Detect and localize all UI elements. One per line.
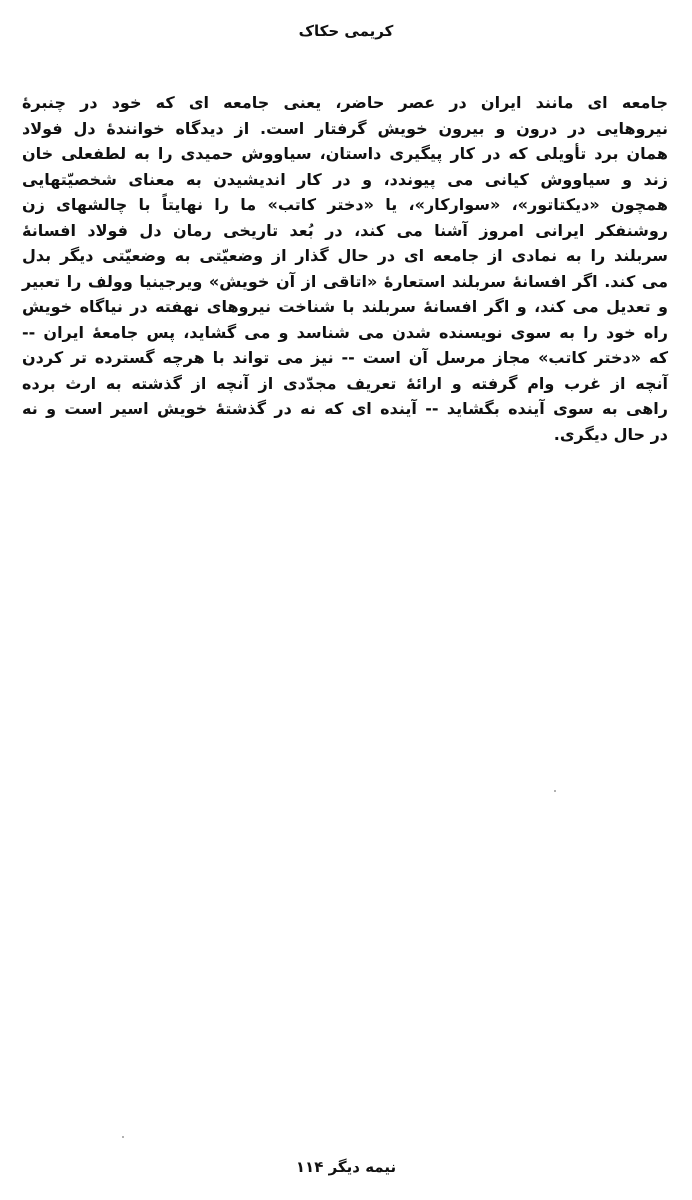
paragraph-line: جامعه ای مانند ایران در عصر حاضر، یعنی جامعه ای که خود در چنبرهٔ	[22, 93, 668, 112]
paragraph-line: روشنفکر ایرانی امروز آشنا می کند، در بُعد تاریخی رمان دل فولاد افسانهٔ	[22, 220, 668, 240]
paragraph-line: که «دختر کاتب» مجاز مرسل آن است -- نیز می تواند با هرچه گسترده تر کردن	[22, 348, 668, 367]
paragraph-line: راه خود را به سوی نویسنده شدن می شناسد و می گشاید، پس جامعهٔ ایران --	[22, 322, 668, 342]
paragraph-line: سربلند را به نمادی از جامعه ای در حال گذار از وضعیّتی به وضعیّتی دیگر بدل	[22, 246, 668, 265]
scan-speck	[122, 1136, 124, 1138]
body-paragraph	[22, 90, 668, 447]
running-header: کریمی حکاک	[298, 22, 394, 40]
paragraph-line: راهی به سوی آینده بگشاید -- آینده ای که نه در گذشتهٔ خویش اسیر است و نه	[22, 399, 668, 418]
paragraph-line: و تعدیل می کند، و اگر افسانهٔ سربلند با شناخت نیروهای نهفته در نیاگاه خویش	[22, 297, 668, 316]
paragraph-line: در حال دیگری.	[553, 424, 668, 444]
paragraph-line: زند و سیاووش کیانی می پیوندد، و در کار اندیشیدن به معنای شخصیّتهایی	[22, 169, 668, 189]
paragraph-line: همچون «دیکتاتور»، «سوارکار»، یا «دختر کاتب» ما را نهایتاً با چالشهای زن	[22, 195, 668, 214]
scan-speck	[554, 790, 556, 792]
paragraph-line: نیروهایی در درون و بیرون خویش گرفتار است. از دیدگاه خوانندهٔ دل فولاد	[22, 118, 668, 138]
paragraph-line: می کند. اگر افسانهٔ سربلند استعارهٔ «اتاقی از آن خویش» ویرجینیا وولف را تعبیر	[22, 271, 668, 291]
paragraph-line: همان برد تأویلی که در کار پیگیری داستان، سیاووش حمیدی را به لطفعلی خان	[22, 144, 668, 163]
page-footer: نیمه دیگر ۱۱۴	[295, 1158, 397, 1176]
paragraph-line: آنچه از غرب وام گرفته و ارائهٔ تعریف مجدّدی از آنچه از گذشته به ارث برده	[22, 373, 668, 393]
